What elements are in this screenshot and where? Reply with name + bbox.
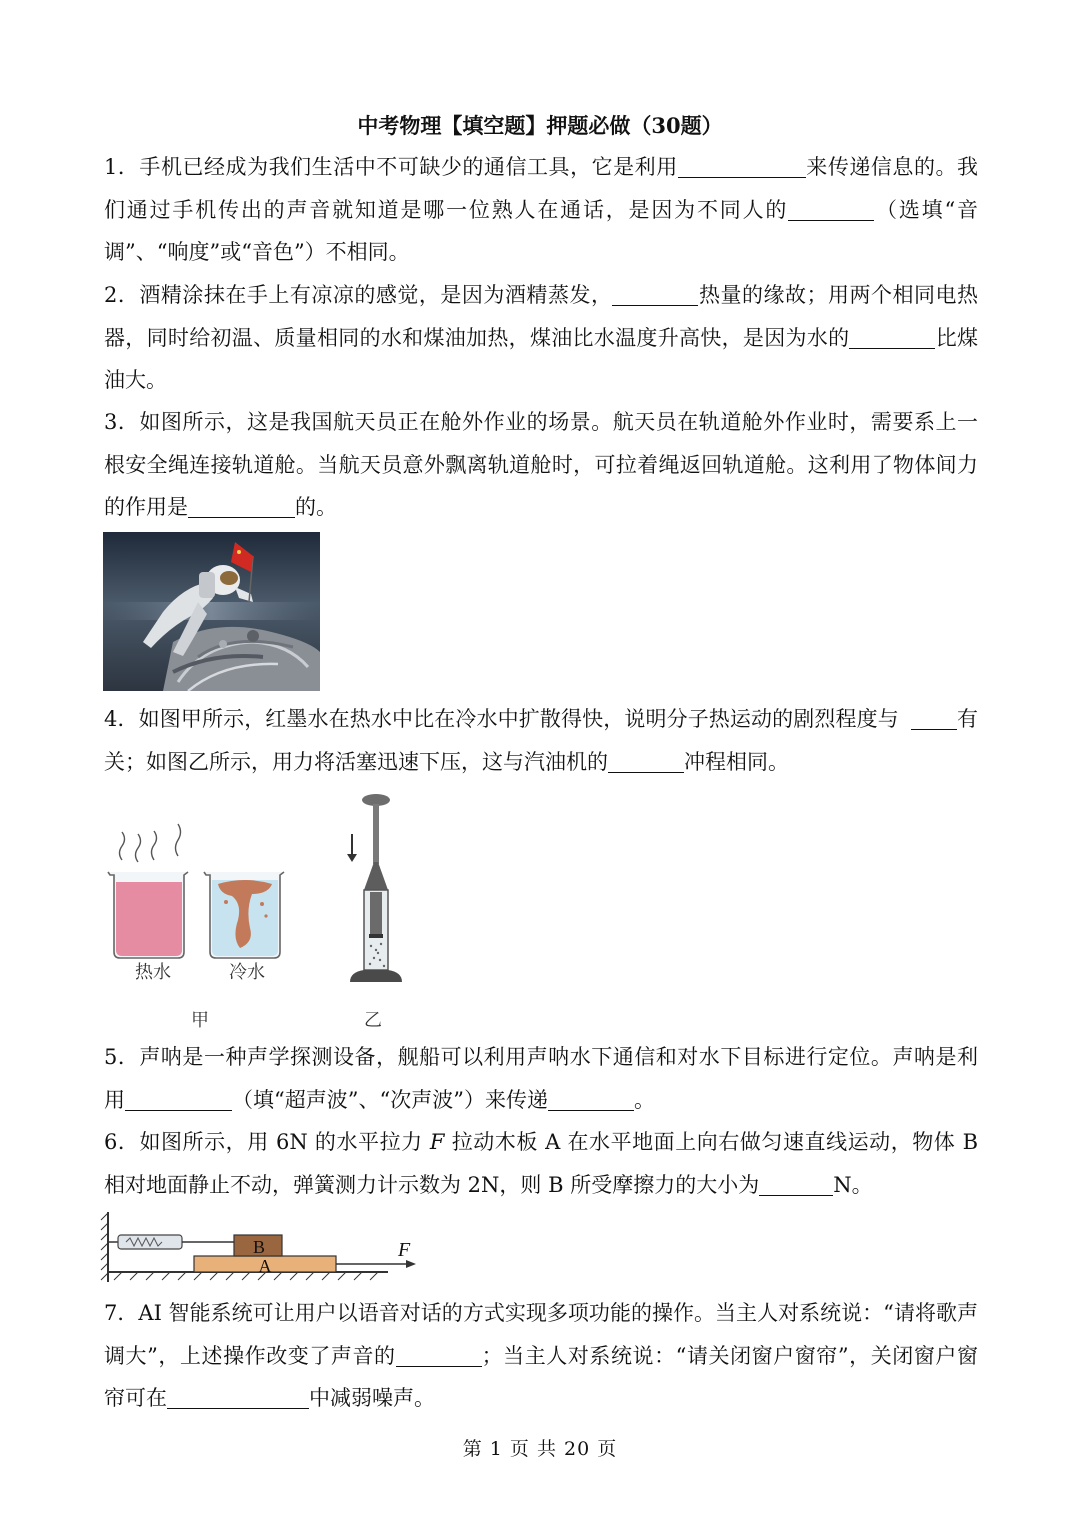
q3-blank-1[interactable]	[188, 496, 295, 518]
q3-text-2: 的。	[295, 495, 337, 519]
question-2	[104, 274, 978, 402]
q5-blank-2[interactable]	[548, 1089, 634, 1111]
page-title: 中考物理【填空题】押题必做（30题）	[357, 113, 723, 138]
q6-text-1: 6．如图所示，用 6N 的水平拉力	[104, 1130, 430, 1154]
q3-text-1: 3．如图所示，这是我国航天员正在舱外作业的场景。航天员在轨道舱外作业时，需要系上一根安全绳连接轨道舱。当航天员意外飘离轨道舱时，可拉着绳返回轨道舱。这利用了物体间力的作用是	[104, 410, 978, 519]
q1-text-3: （选填“音调”、“响度”或“音色”）不相同。	[104, 197, 978, 264]
q2-text-1: 2．酒精涂抹在手上有凉凉的感觉，是因为酒精蒸发，	[104, 283, 613, 307]
q4-text-1: 4．如图甲所示，红墨水在热水中比在冷水中扩散得快，说明分子热运动的剧烈程度与	[104, 707, 899, 731]
q1-text-2: 来传递信息的。我们通过手机传出的声音就知道是哪一位熟人在通话，是因为不同人的	[104, 155, 979, 222]
hot-water-label: 热水	[135, 962, 171, 983]
page-footer: 第 1 页 共 20 页	[462, 1438, 618, 1460]
figure-yi-label: 乙	[364, 1010, 382, 1031]
q2-text-2: 热量的缘故；用两个相同电热器，同时给初温、质量相同的水和煤油加热，煤油比水温度升高快，是因为水的	[104, 283, 979, 350]
q1-blank-2[interactable]	[788, 199, 874, 221]
question-7	[104, 1292, 978, 1420]
piston-cylinder-figure	[340, 792, 410, 992]
force-f-label: F	[398, 1239, 411, 1261]
question-4	[104, 698, 978, 783]
q5-text-1: 5．声呐是一种声学探测设备，舰船可以利用声呐水下通信和对水下目标进行定位。声呐是利用	[104, 1045, 978, 1112]
q7-blank-1[interactable]	[396, 1345, 482, 1367]
q6-force-symbol: F	[429, 1130, 445, 1154]
q4-blank-1[interactable]	[911, 708, 957, 730]
question-5	[104, 1036, 978, 1121]
astronaut-photo	[103, 532, 320, 691]
question-6	[104, 1121, 978, 1206]
q6-text-2: 拉动木板 A 在水平地面上向右做匀速直线运动，物体 B 相对地面静止不动，弹簧测力计示数为 2N，则 B 所受摩擦力的大小为	[104, 1130, 979, 1197]
question-3	[104, 401, 978, 529]
q7-text-1: 7．AI 智能系统可让用户以语音对话的方式实现多项功能的操作。当主人对系统说：“请将歌声调大”，上述操作改变了声音的	[104, 1301, 978, 1368]
block-b-label: B	[252, 1237, 266, 1257]
q4-blank-2[interactable]	[608, 751, 684, 773]
q5-blank-1[interactable]	[125, 1089, 232, 1111]
q4-text-3: 冲程相同。	[684, 749, 789, 774]
q1-text-1: 1．手机已经成为我们生活中不可缺少的通信工具，它是利用	[104, 155, 678, 179]
q2-blank-1[interactable]	[612, 284, 698, 306]
figure-jia-label: 甲	[191, 1010, 209, 1031]
q2-blank-2[interactable]	[849, 327, 935, 349]
q7-text-2: ；当主人对系统说：“请关闭窗户窗帘”，关闭窗户窗帘可在	[104, 1343, 978, 1410]
q7-text-3: 中减弱噪声。	[309, 1386, 435, 1410]
q4-text-2: 有关；如图乙所示，用力将活塞迅速下压，这与汽油机的	[104, 707, 979, 774]
q6-text-3: N。	[833, 1172, 873, 1197]
q7-blank-2[interactable]	[167, 1387, 309, 1409]
q2-text-3: 比煤油大。	[104, 325, 979, 392]
q5-text-2: （填“超声波”、“次声波”）来传递	[232, 1087, 548, 1112]
q5-text-3: 。	[633, 1087, 655, 1112]
q1-blank-1[interactable]	[678, 156, 806, 178]
question-1	[104, 146, 978, 274]
friction-figure	[100, 1208, 420, 1288]
cold-water-label: 冷水	[229, 962, 265, 983]
diffusion-beakers-figure	[100, 820, 300, 965]
block-a-label: A	[258, 1256, 272, 1276]
q6-blank-1[interactable]	[759, 1174, 833, 1196]
